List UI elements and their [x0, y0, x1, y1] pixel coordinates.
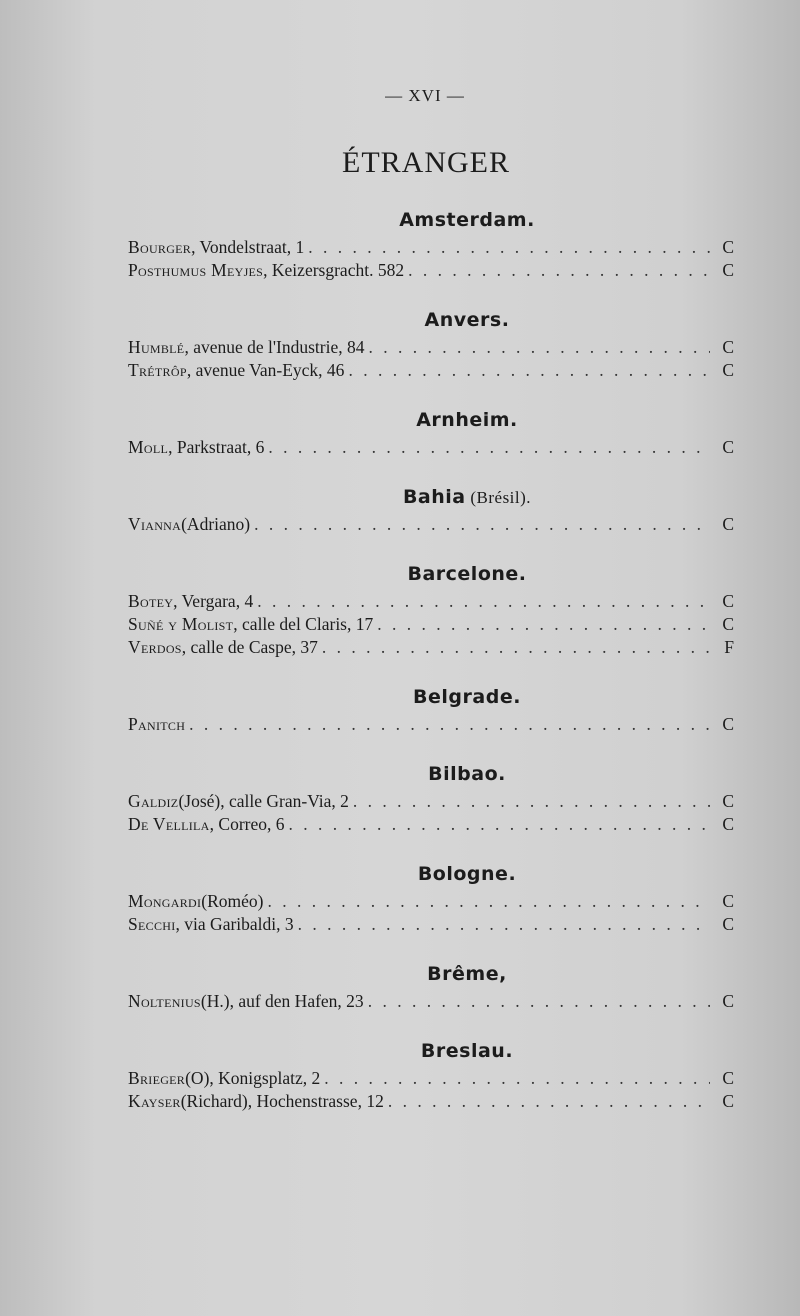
dot-leaders: [377, 613, 710, 636]
entry-name: Moll: [128, 437, 169, 457]
entry-address: , Vondelstraat, 1: [191, 237, 305, 257]
entry-code: C: [722, 437, 734, 457]
city-section: [128, 681, 734, 736]
entry-name: Panitch: [128, 714, 186, 734]
entry-name: Posthumus Meyjes: [128, 260, 264, 280]
city-name: Breslau.: [420, 1040, 514, 1062]
city-name: Brême,: [427, 963, 507, 985]
directory-entry: [128, 713, 734, 736]
city-name: Arnheim.: [416, 409, 518, 431]
entry-code: C: [722, 260, 734, 280]
entry-address: , avenue de l'Industrie, 84: [184, 337, 365, 357]
dot-leaders: [268, 436, 710, 459]
entry-name: Brieger: [128, 1068, 186, 1088]
dot-leaders: [368, 990, 710, 1013]
entry-name: Trétrôp: [128, 360, 187, 380]
city-section: [128, 404, 734, 459]
directory-entry: [128, 790, 734, 813]
dot-leaders: [388, 1090, 710, 1113]
city-name: Belgrade.: [413, 686, 521, 708]
city-heading: [200, 681, 734, 713]
entry-address: , calle del Claris, 17: [233, 614, 374, 634]
city-heading: [200, 404, 734, 436]
dot-leaders: [408, 259, 710, 282]
city-heading: [200, 304, 734, 336]
directory-entry: [128, 913, 734, 936]
directory-entry: [128, 359, 734, 382]
directory-list: [128, 204, 734, 1135]
entry-code: C: [722, 714, 734, 734]
dot-leaders: [298, 913, 710, 936]
entry-code: C: [722, 1091, 734, 1111]
entry-address: (José), calle Gran-Via, 2: [178, 791, 349, 811]
city-name: Amsterdam.: [399, 209, 535, 231]
entry-name: De Vellila: [128, 814, 210, 834]
entry-address: (O), Konigsplatz, 2: [185, 1068, 321, 1088]
entry-address: (Richard), Hochenstrasse, 12: [180, 1091, 384, 1111]
entry-code: C: [722, 591, 734, 611]
dot-leaders: [353, 790, 710, 813]
entry-address: , calle de Caspe, 37: [181, 637, 318, 657]
entry-address: , Vergara, 4: [173, 591, 254, 611]
entry-name: Mongardi: [128, 891, 202, 911]
entry-name: Humblé: [128, 337, 185, 357]
entry-code: F: [724, 637, 734, 657]
dot-leaders: [348, 359, 710, 382]
dot-leaders: [289, 813, 710, 836]
city-name: Bologne.: [417, 863, 517, 885]
entry-name: Verdos: [128, 637, 182, 657]
directory-entry: [128, 513, 734, 536]
entry-name: Secchi: [128, 914, 176, 934]
entry-code: C: [722, 1068, 734, 1088]
entry-address: , Keizersgracht. 582: [263, 260, 405, 280]
directory-entry: [128, 613, 734, 636]
city-section: [128, 858, 734, 936]
dot-leaders: [324, 1067, 710, 1090]
directory-entry: [128, 259, 734, 282]
dot-leaders: [369, 336, 711, 359]
city-note: (Brésil).: [465, 488, 532, 507]
city-section: [128, 204, 734, 282]
entry-address: , avenue Van-Eyck, 46: [186, 360, 345, 380]
entry-address: (H.), auf den Hafen, 23: [200, 991, 364, 1011]
entry-name: Galdiz: [128, 791, 179, 811]
entry-name: Botey: [128, 591, 174, 611]
directory-entry: [128, 336, 734, 359]
city-name: Bahia: [402, 486, 466, 508]
directory-entry: [128, 990, 734, 1013]
directory-entry: [128, 436, 734, 459]
entry-code: C: [722, 360, 734, 380]
entry-code: C: [722, 891, 734, 911]
city-name: Bilbao.: [428, 763, 506, 785]
directory-entry: [128, 236, 734, 259]
city-heading: [200, 481, 734, 513]
city-heading: [200, 758, 734, 790]
dot-leaders: [257, 590, 710, 613]
city-section: [128, 558, 734, 659]
dot-leaders: [268, 890, 710, 913]
city-name: Barcelone.: [407, 563, 527, 585]
entry-code: C: [722, 914, 734, 934]
city-name: Anvers.: [424, 309, 510, 331]
entry-address: (Adriano): [181, 514, 251, 534]
entry-code: C: [722, 814, 734, 834]
city-section: [128, 1035, 734, 1113]
city-section: [128, 481, 734, 536]
city-section: [128, 958, 734, 1013]
entry-name: Suñé y Molist: [128, 614, 234, 634]
entry-address: , Parkstraat, 6: [168, 437, 265, 457]
dot-leaders: [322, 636, 710, 659]
entry-name: Noltenius: [128, 991, 201, 1011]
entry-code: C: [722, 514, 734, 534]
dot-leaders: [254, 513, 710, 536]
dot-leaders: [308, 236, 710, 259]
directory-entry: [128, 890, 734, 913]
entry-code: C: [722, 237, 734, 257]
city-heading: [200, 1035, 734, 1067]
page-number: — XVI —: [385, 86, 465, 105]
directory-entry: [128, 1090, 734, 1113]
directory-entry: [128, 1067, 734, 1090]
directory-entry: [128, 636, 734, 659]
entry-code: C: [722, 791, 734, 811]
entry-name: Kayser: [128, 1091, 181, 1111]
entry-address: (Roméo): [201, 891, 264, 911]
city-section: [128, 758, 734, 836]
entry-code: C: [722, 614, 734, 634]
city-heading: [200, 558, 734, 590]
city-section: [128, 304, 734, 382]
dot-leaders: [189, 713, 710, 736]
city-heading: [200, 858, 734, 890]
directory-entry: [128, 813, 734, 836]
entry-code: C: [722, 991, 734, 1011]
entry-address: , via Garibaldi, 3: [175, 914, 294, 934]
entry-name: Bourger: [128, 237, 192, 257]
entry-address: , Correo, 6: [209, 814, 285, 834]
directory-entry: [128, 590, 734, 613]
city-heading: [200, 204, 734, 236]
section-title: ÉTRANGER: [342, 146, 510, 179]
city-heading: [200, 958, 734, 990]
entry-name: Vianna: [128, 514, 182, 534]
entry-code: C: [722, 337, 734, 357]
